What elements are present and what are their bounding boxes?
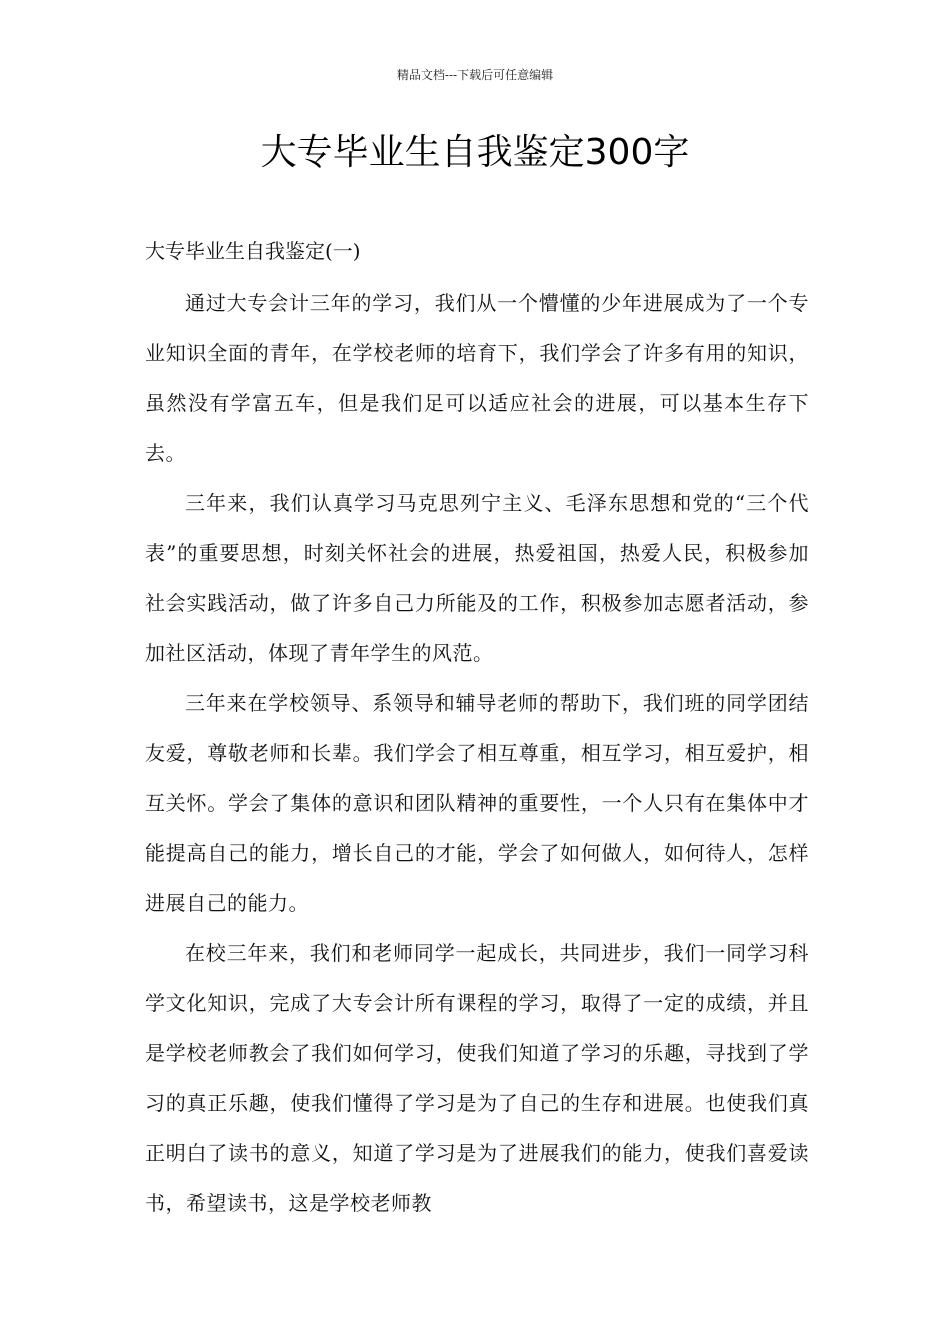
section-heading: 大专毕业生自我鉴定(一)	[145, 239, 361, 263]
paragraph: 在校三年来，我们和老师同学一起成长，共同进步，我们一同学习科学文化知识，完成了大专会计所有课程的学习，取得了一定的成绩，并且是学校老师教会了我们如何学习，使我们知道了学习的乐趣，寻找到了学习的真正乐趣，使我们懂得了学习是为了自己的生存和进展。也使我们真正明白了读书的意义，知道了学习是为了进展我们的能力，使我们喜爱读书，希望读书，这是学校老师教	[145, 941, 809, 1215]
document-title: 大专毕业生自我鉴定300字	[260, 132, 690, 173]
body-text	[145, 278, 809, 1228]
paragraph: 三年来，我们认真学习马克思列宁主义、毛泽东思想和党的“三个代表”的重要思想，时刻关怀社会的进展，热爱祖国，热爱人民，积极参加社会实践活动，做了许多自己力所能及的工作，积极参加志愿者活动，参加社区活动，体现了青年学生的风范。	[145, 491, 809, 665]
paragraph: 三年来在学校领导、系领导和辅导老师的帮助下，我们班的同学团结友爱，尊敬老师和长辈。我们学会了相互尊重，相互学习，相互爱护，相互关怀。学会了集体的意识和团队精神的重要性，一个人只有在集体中才能提高自己的能力，增长自己的才能，学会了如何做人，如何待人，怎样进展自己的能力。	[145, 691, 809, 915]
header-note: 精品文档---下载后可任意编辑	[396, 68, 554, 82]
paragraph: 通过大专会计三年的学习，我们从一个懵懂的少年进展成为了一个专业知识全面的青年，在学校老师的培育下，我们学会了许多有用的知识，虽然没有学富五车，但是我们足可以适应社会的进展，可以基本生存下去。	[145, 291, 809, 465]
